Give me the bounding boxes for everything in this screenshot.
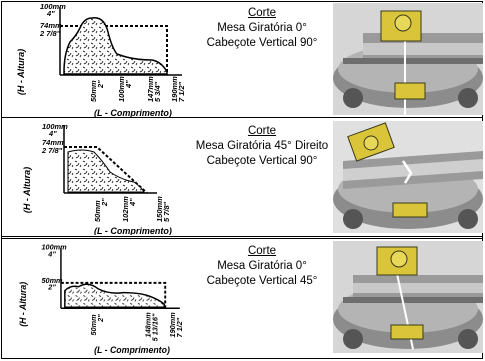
x-axis-label: (L - Comprimento) [94, 108, 172, 117]
height-tick-inch: 4" [48, 249, 56, 259]
caption-table-angle: Mesa Giratória 0° [217, 260, 307, 272]
saw-machine-illustration [333, 121, 483, 233]
length-tick-mm: 102mm [121, 196, 130, 222]
cut-area-profile [65, 284, 164, 307]
y-axis-label: (H - Altura) [22, 166, 32, 214]
length-tick-mm: 150mm [155, 196, 164, 222]
height-tick-mm: 100mm [40, 2, 66, 11]
caption-head-angle: Cabeçote Vertical 90° [206, 155, 318, 167]
length-tick-mm: 50mm [89, 314, 99, 336]
cut-caption [192, 244, 332, 289]
height-tick-mm: 50mm [41, 275, 63, 285]
length-tick-inch: 4" [128, 198, 137, 206]
height-tick-mm: 100mm [41, 242, 67, 252]
cut-capacity-diagram [2, 2, 192, 117]
caption-head-angle: Cabeçote Vertical 90° [206, 37, 318, 49]
length-tick-mm: 190mm [167, 312, 177, 338]
x-axis-label: (L - Comprimento) [94, 226, 172, 235]
row-divider [1, 117, 483, 118]
cut-capacity-row-2 [0, 120, 485, 235]
length-tick-inch: 4" [124, 80, 133, 88]
row-divider [1, 236, 483, 239]
height-tick-inch: 4" [47, 9, 55, 18]
y-axis-label: (H - Altura) [16, 48, 26, 96]
length-tick-mm: 148mm [143, 312, 153, 338]
cut-capacity-diagram [2, 120, 192, 235]
caption-title: Corte [247, 125, 277, 137]
length-tick-mm: 50mm [93, 200, 102, 222]
saw-machine-illustration [333, 3, 483, 115]
length-tick-inch: 5 7/8" [162, 201, 171, 222]
length-tick-inch: 5 13/16" [150, 313, 160, 342]
length-tick-mm: 190mm [170, 76, 179, 102]
length-tick-mm: 50mm [89, 80, 98, 102]
height-tick-mm: 74mm [42, 138, 64, 147]
length-tick-inch: 2" [100, 198, 109, 206]
x-axis-label: (L - Comprimento) [94, 345, 170, 355]
height-tick-mm: 74mm [40, 21, 62, 30]
y-axis-label: (H - Altura) [17, 281, 28, 327]
length-tick-mm: 100mm [117, 76, 126, 102]
saw-machine-illustration [333, 241, 483, 353]
height-tick-inch: 2" [48, 282, 56, 292]
length-tick-mm: 147mm [146, 76, 155, 102]
cut-capacity-row-3 [0, 240, 485, 358]
length-tick-inch: 7 1/2" [174, 317, 184, 338]
height-tick-inch: 2 7/8" [40, 29, 61, 38]
cut-capacity-diagram [2, 240, 192, 355]
caption-table-angle: Mesa Giratória 45° Direito [195, 140, 329, 152]
length-tick-inch: 2" [96, 80, 105, 88]
caption-title: Corte [247, 245, 277, 257]
caption-title: Corte [247, 7, 277, 19]
cut-caption [192, 124, 332, 169]
caption-table-angle: Mesa Giratória 0° [217, 22, 307, 34]
length-tick-inch: 7 1/2" [177, 81, 186, 102]
length-tick-inch: 5 3/4" [153, 81, 162, 102]
caption-head-angle: Cabeçote Vertical 45° [206, 275, 318, 287]
height-tick-inch: 4" [49, 129, 57, 138]
length-tick-inch: 2" [95, 314, 105, 322]
cut-caption [192, 6, 332, 51]
cut-capacity-row-1 [0, 2, 485, 117]
height-tick-inch: 2 7/8" [42, 146, 63, 155]
height-tick-mm: 100mm [42, 122, 68, 131]
